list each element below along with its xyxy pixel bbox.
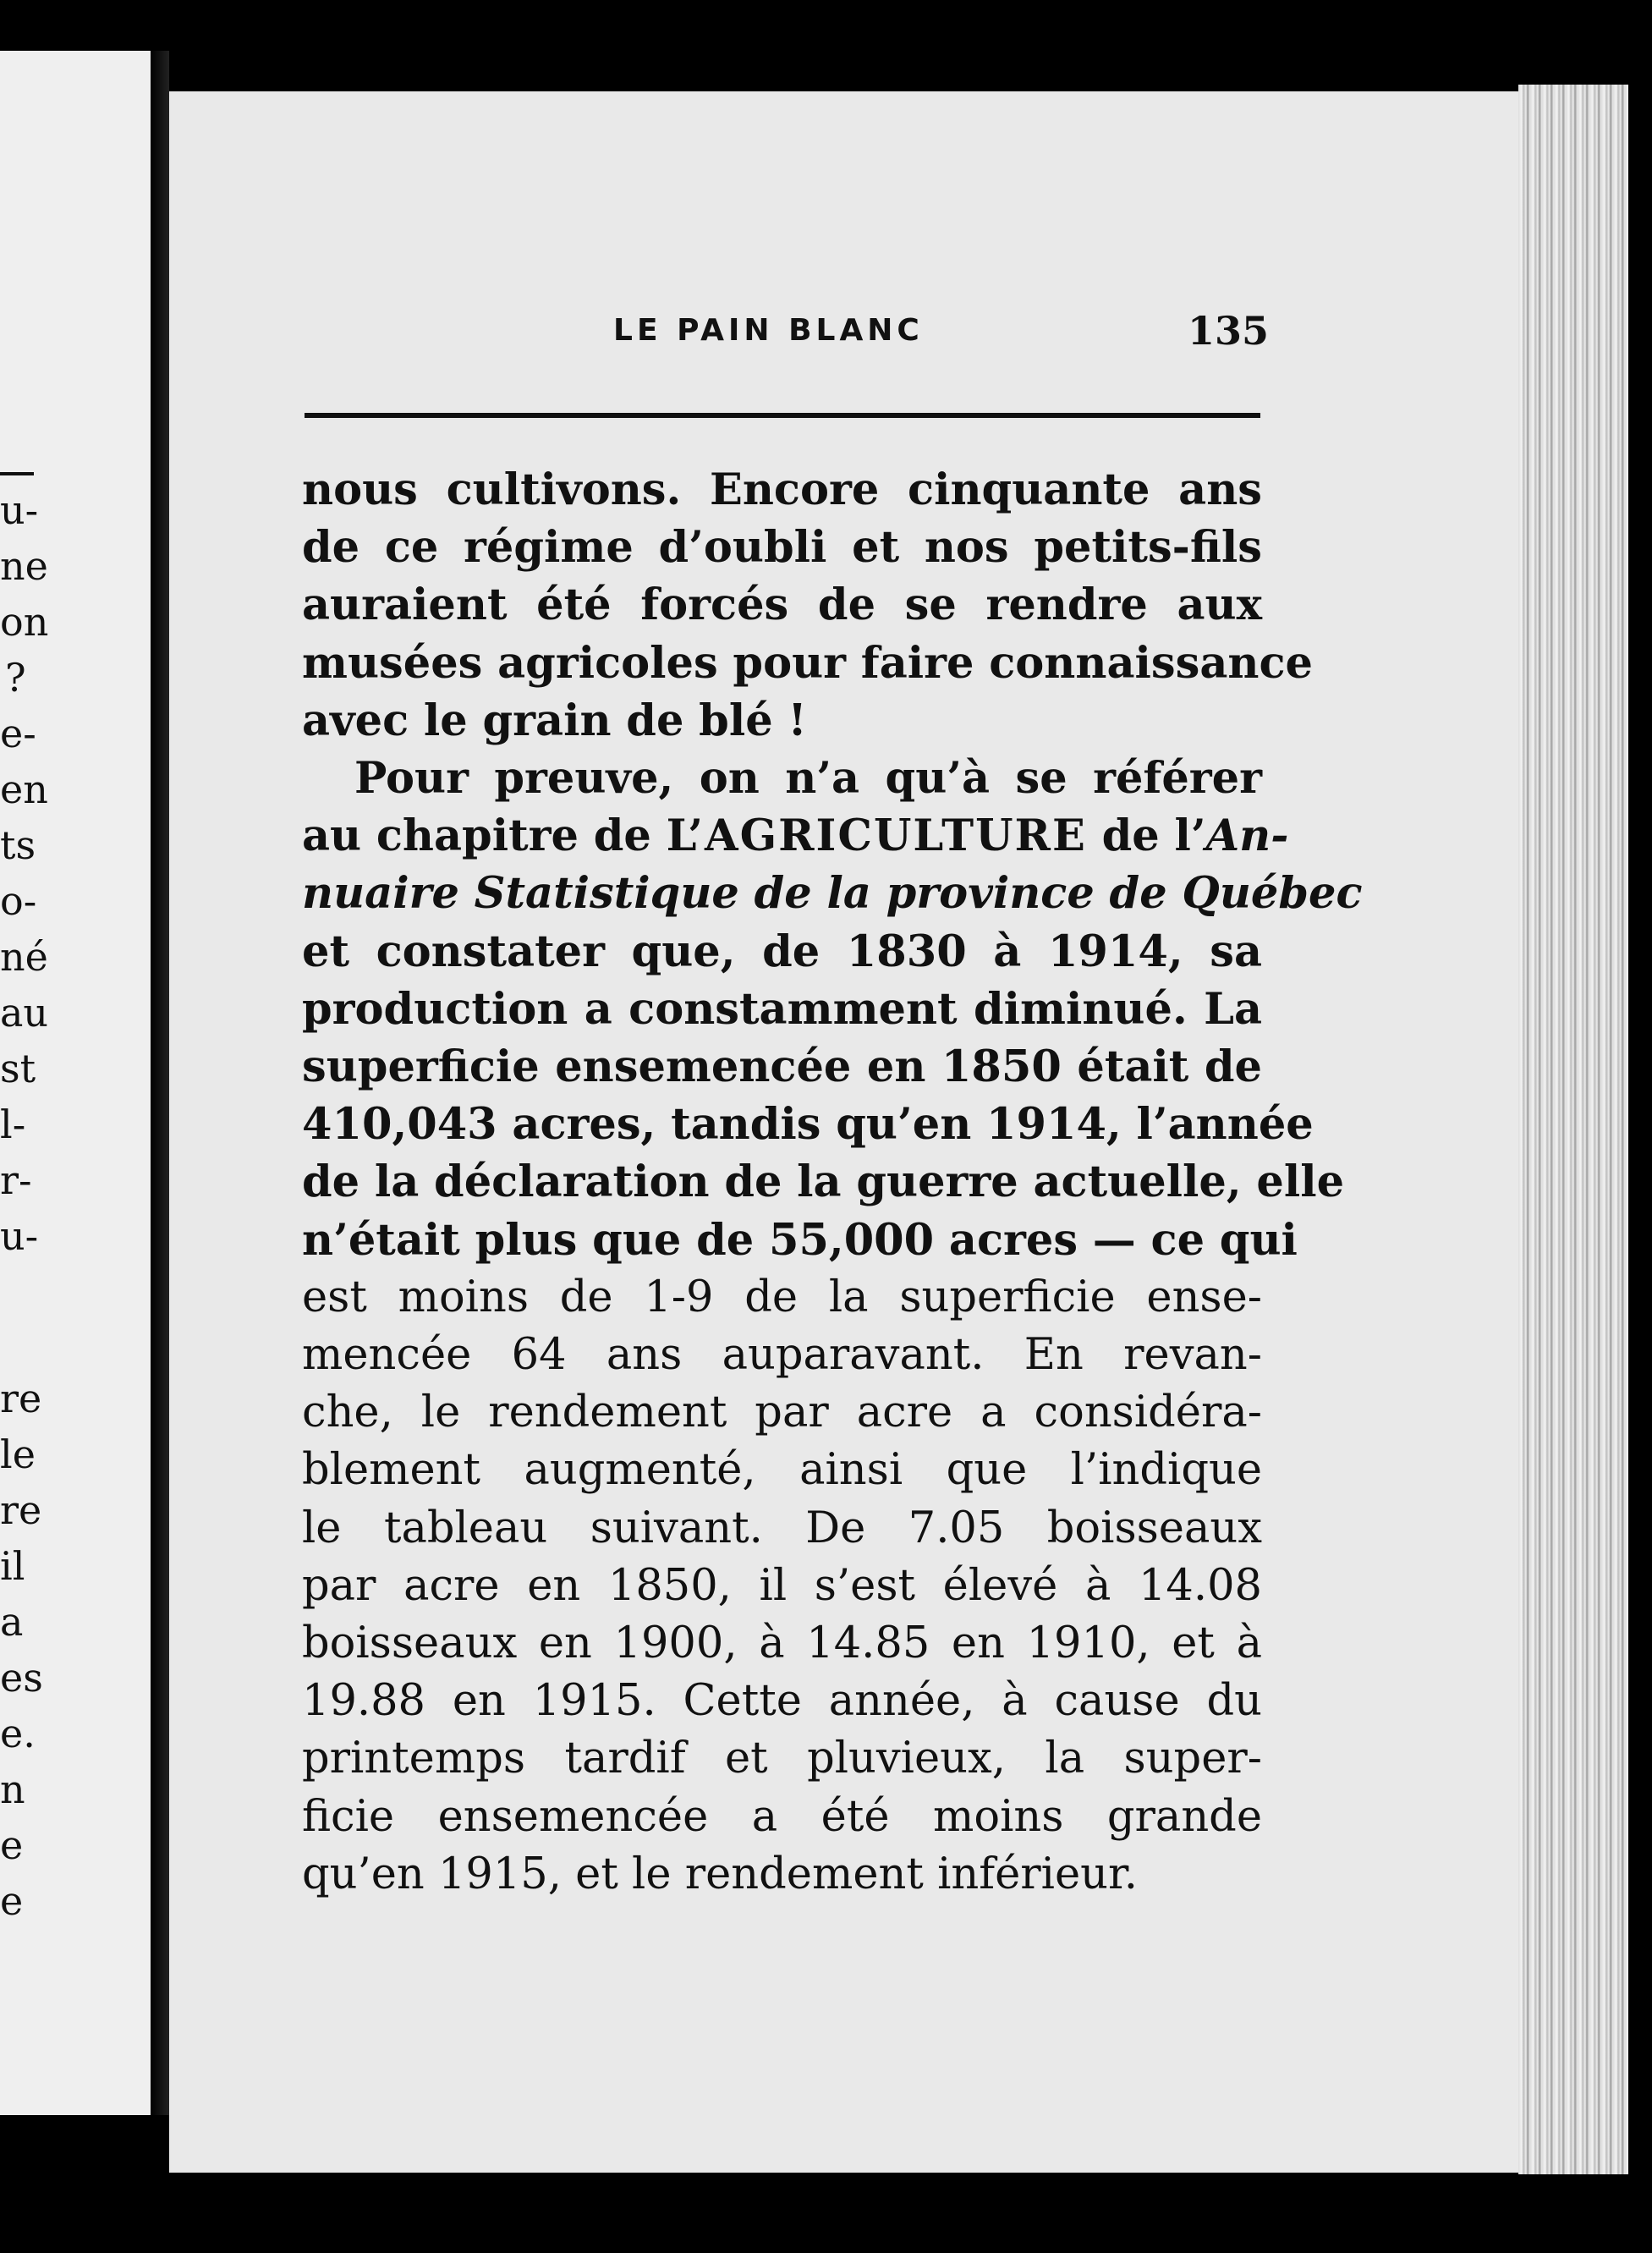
left-fragment: au bbox=[0, 990, 49, 1036]
left-fragment: u- bbox=[0, 1213, 39, 1259]
text-line: ficie ensemencée a été moins grande bbox=[302, 1791, 1262, 1842]
body-text bbox=[302, 461, 1363, 1904]
text-line: est moins de 1-9 de la superficie ense- bbox=[302, 1272, 1262, 1322]
left-fragment: st bbox=[0, 1046, 36, 1091]
text-line: printemps tardif et pluvieux, la super- bbox=[302, 1734, 1262, 1784]
text-line: boisseaux en 1900, à 14.85 en 1910, et à bbox=[302, 1618, 1262, 1669]
text-line: che, le rendement par acre a considéra- bbox=[302, 1388, 1262, 1438]
text-line: de ce régime d’oubli et nos petits-fils bbox=[302, 522, 1262, 574]
left-fragment: o- bbox=[0, 878, 37, 924]
left-fragment: il bbox=[0, 1543, 25, 1589]
text-line: 19.88 en 1915. Cette année, à cause du bbox=[302, 1676, 1262, 1727]
left-fragment: l- bbox=[0, 1102, 26, 1147]
text-line-mixed bbox=[302, 807, 1289, 865]
left-fragment: re bbox=[0, 1487, 42, 1533]
left-facing-page bbox=[0, 51, 151, 2115]
left-fragment: u- bbox=[0, 487, 39, 533]
left-fragment: a bbox=[0, 1599, 24, 1645]
left-fragment: r- bbox=[0, 1157, 32, 1203]
text-segment: au chapitre de bbox=[302, 811, 651, 862]
left-fragment: le bbox=[0, 1431, 36, 1477]
page-number: 135 bbox=[1187, 308, 1269, 354]
text-line: mencée 64 ans auparavant. En revan- bbox=[302, 1330, 1262, 1381]
left-fragment: né bbox=[0, 934, 48, 980]
left-fragment: e bbox=[0, 1878, 24, 1924]
left-fragment: e bbox=[0, 1822, 24, 1868]
running-title: LE PAIN BLANC bbox=[613, 313, 924, 348]
text-line: musées agricoles pour faire connaissance bbox=[302, 637, 1313, 689]
text-line: superficie ensemencée en 1850 était de bbox=[302, 1041, 1262, 1093]
text-line: de la déclaration de la guerre actuelle, elle bbox=[302, 1157, 1345, 1208]
text-line-italic: nuaire Statistique de la province de Québec bbox=[302, 868, 1363, 920]
book-title-italic: An- bbox=[1205, 811, 1289, 862]
header-rule bbox=[305, 413, 1260, 418]
left-fragment: re bbox=[0, 1376, 42, 1421]
book-gutter bbox=[151, 51, 169, 2115]
running-head bbox=[305, 308, 1269, 355]
text-line: n’était plus que de 55,000 acres — ce qui bbox=[302, 1214, 1298, 1266]
text-line: production a constamment diminué. La bbox=[302, 983, 1262, 1035]
text-line: nous cultivons. Encore cinquante ans bbox=[302, 464, 1262, 515]
text-line: 410,043 acres, tandis qu’en 1914, l’année bbox=[302, 1099, 1314, 1151]
left-fragment: en bbox=[0, 767, 48, 812]
left-fragment: n bbox=[0, 1767, 25, 1812]
left-fragment: ne bbox=[0, 543, 48, 589]
left-fragment: ? bbox=[5, 655, 26, 701]
section-reference: L’AGRICULTURE bbox=[666, 811, 1087, 862]
text-line: et constater que, de 1830 à 1914, sa bbox=[302, 926, 1262, 977]
text-line: par acre en 1850, il s’est élevé à 14.08 bbox=[302, 1560, 1262, 1611]
left-fragment: e- bbox=[0, 711, 36, 756]
left-fragment: on bbox=[0, 599, 49, 645]
left-page-rule bbox=[0, 472, 34, 475]
text-line: blement augmenté, ainsi que l’indique bbox=[302, 1445, 1262, 1496]
page-edges bbox=[1518, 85, 1628, 2174]
left-fragment: ts bbox=[0, 822, 36, 868]
text-line: avec le grain de blé ! bbox=[302, 695, 807, 746]
text-line: le tableau suivant. De 7.05 boisseaux bbox=[302, 1503, 1262, 1553]
left-fragment: es bbox=[0, 1655, 43, 1701]
text-line: Pour preuve, on n’a qu’à se référer bbox=[354, 753, 1262, 805]
text-line: auraient été forcés de se rendre aux bbox=[302, 580, 1262, 631]
text-line: qu’en 1915, et le rendement inférieur. bbox=[302, 1849, 1139, 1899]
left-fragment: e. bbox=[0, 1711, 36, 1756]
text-segment: de l’ bbox=[1101, 811, 1206, 862]
